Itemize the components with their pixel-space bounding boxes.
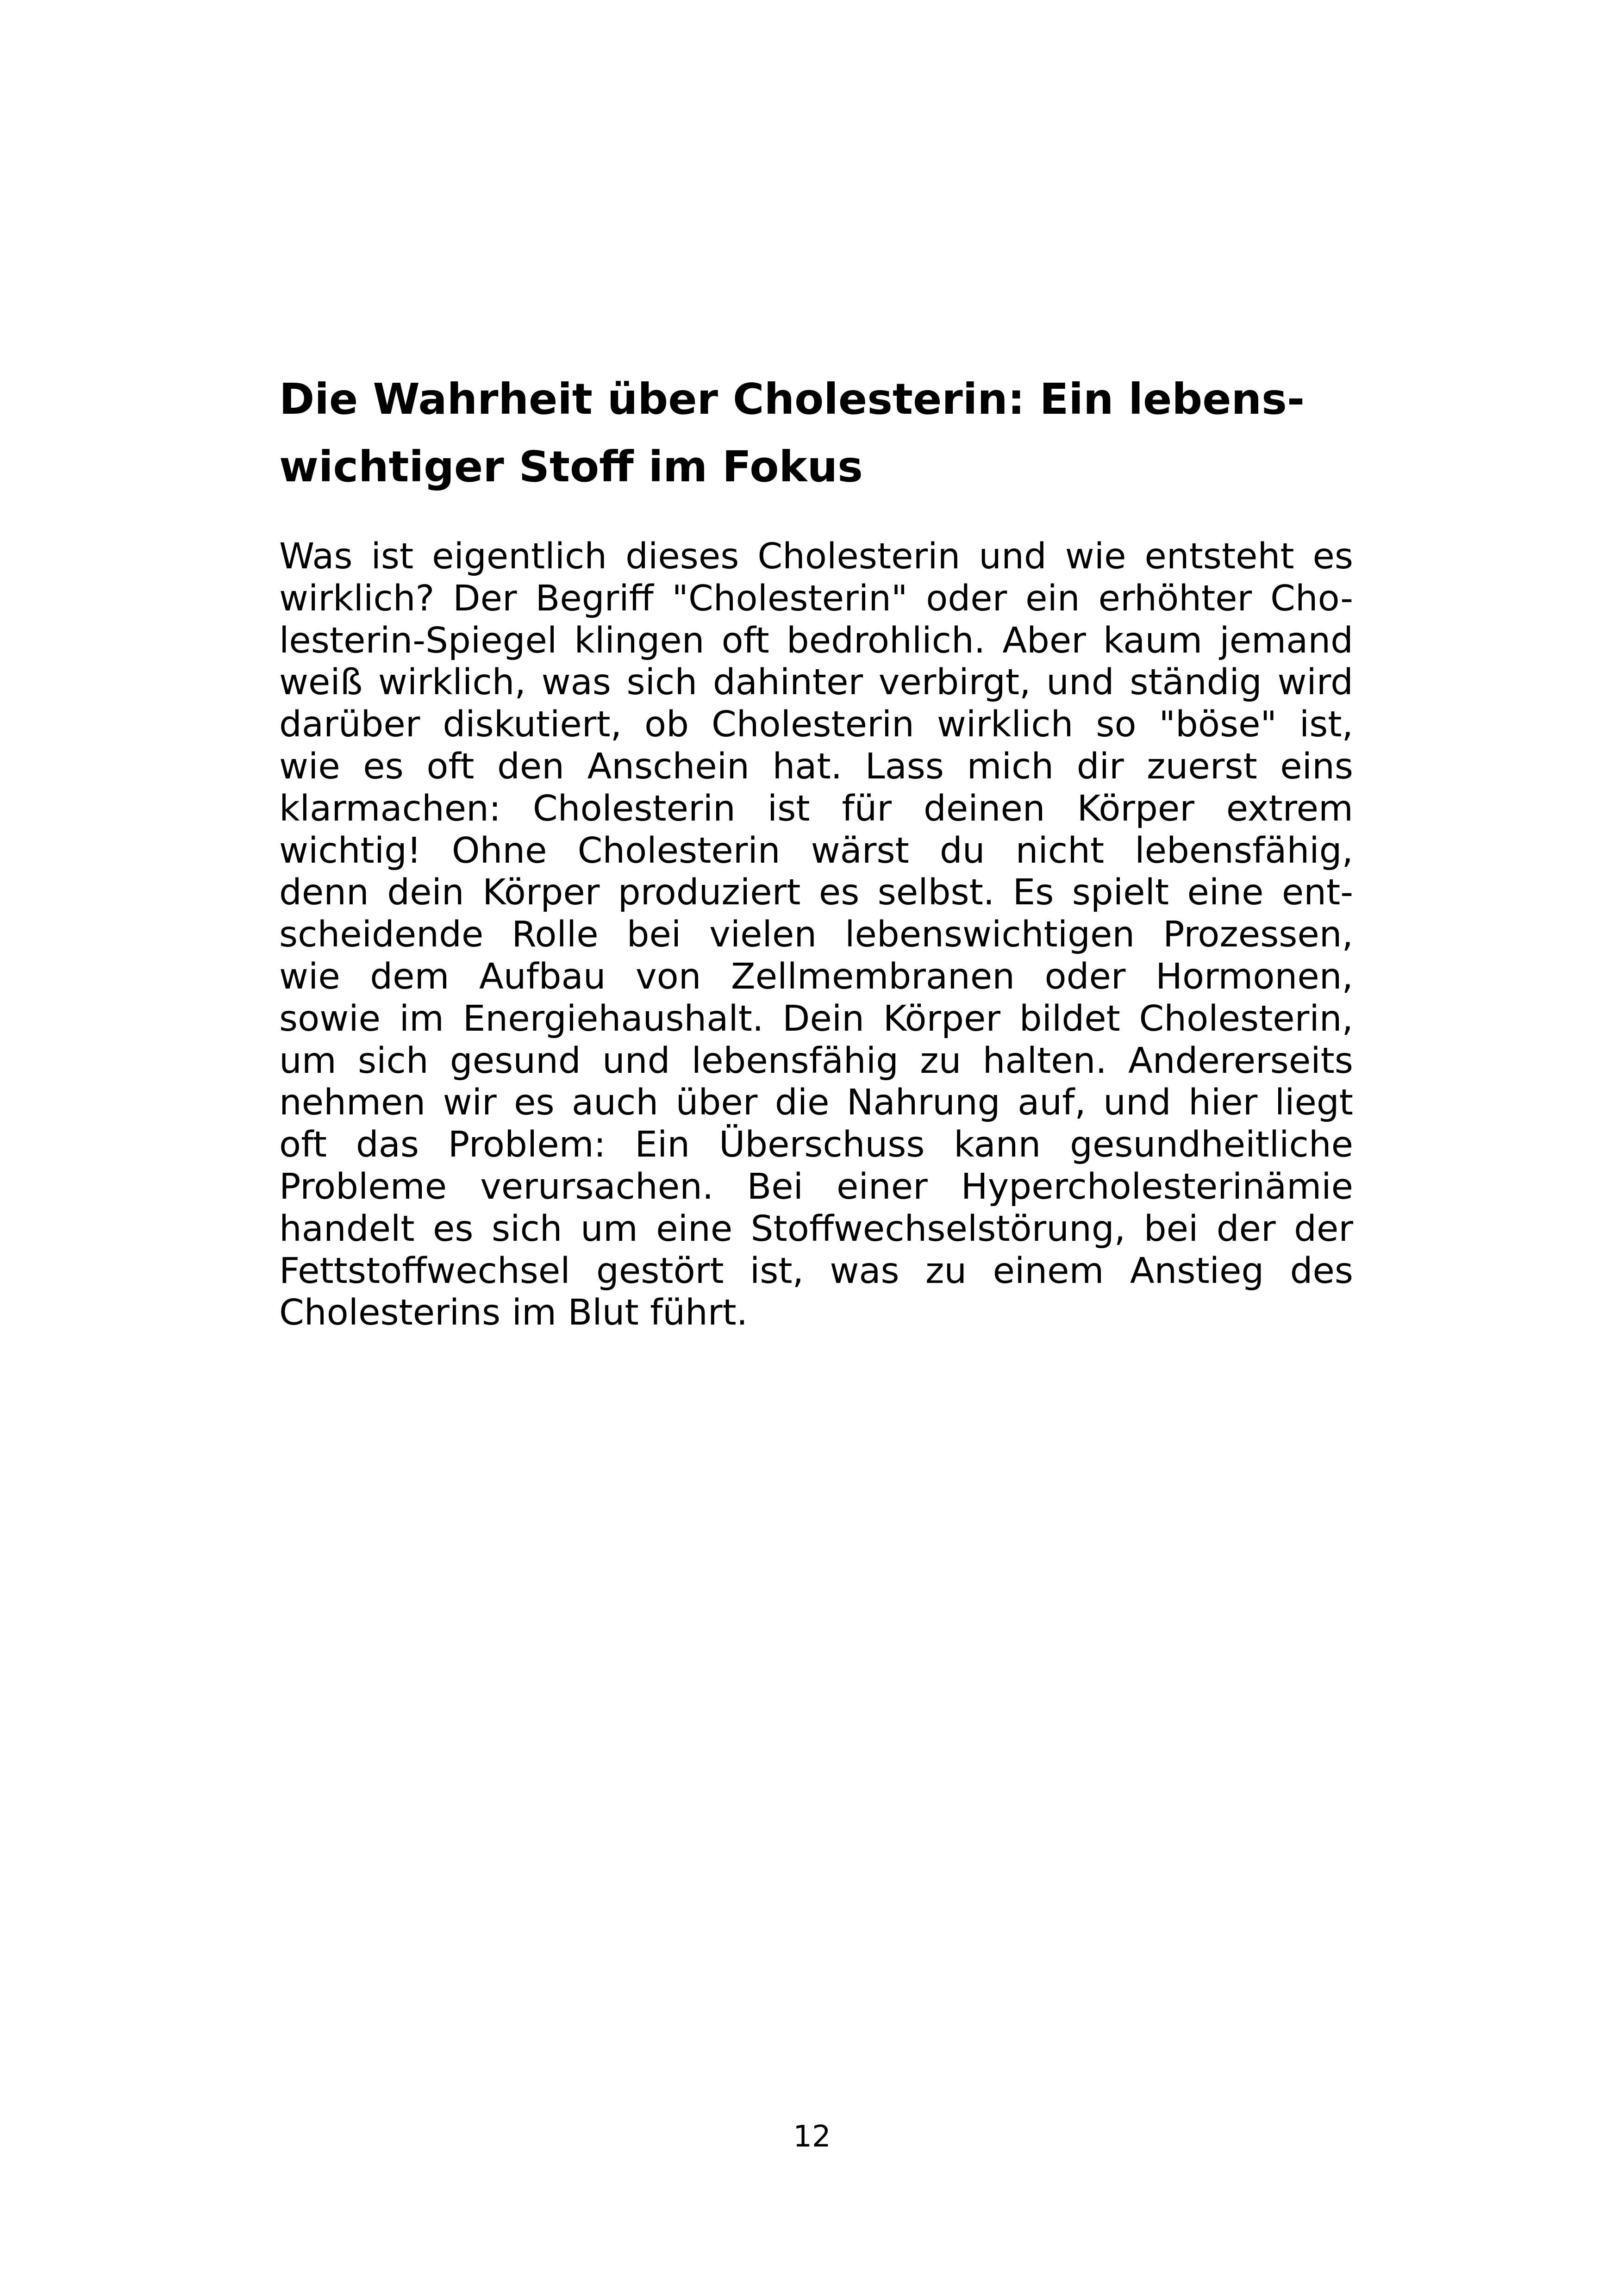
title-line: wichtiger Stoff im Fokus bbox=[279, 442, 863, 492]
paragraph-line: wie dem Aufbau von Zellmembranen oder Hormonen, bbox=[279, 956, 1353, 997]
paragraph-line: wie es oft den Anschein hat. Lass mich dir zuerst eins bbox=[279, 746, 1353, 787]
paragraph-line: scheidende Rolle bei vielen lebenswichtigen Prozessen, bbox=[279, 914, 1353, 956]
paragraph-line: weiß wirklich, was sich dahinter verbirgt, und ständig wird bbox=[279, 662, 1353, 703]
paragraph-line: nehmen wir es auch über die Nahrung auf, und hier liegt bbox=[279, 1082, 1353, 1124]
paragraph-line: Probleme verursachen. Bei einer Hypercholesterinämie bbox=[279, 1166, 1353, 1207]
paragraph-line: darüber diskutiert, ob Cholesterin wirklich so "böse" ist, bbox=[279, 704, 1353, 746]
paragraph-line: sowie im Energiehaushalt. Dein Körper bildet Cholesterin, bbox=[279, 998, 1353, 1039]
paragraph-line: wirklich? Der Begriff "Cholesterin" oder ein erhöhter Cho- bbox=[279, 578, 1353, 619]
body-paragraph bbox=[279, 536, 1353, 1334]
paragraph-line: um sich gesund und lebensfähig zu halten. Andererseits bbox=[279, 1040, 1353, 1082]
paragraph-line: Cholesterins im Blut führt. bbox=[279, 1292, 748, 1334]
paragraph-line: denn dein Körper produziert es selbst. Es spielt eine ent- bbox=[279, 872, 1353, 914]
page-number: 12 bbox=[793, 2120, 831, 2154]
paragraph-line: handelt es sich um eine Stoffwechselstörung, bei der der bbox=[279, 1208, 1353, 1250]
paragraph-line: Fettstoffwechsel gestört ist, was zu einem Anstieg des bbox=[279, 1250, 1353, 1292]
page-title bbox=[279, 366, 1353, 501]
paragraph-line: klarmachen: Cholesterin ist für deinen Körper extrem bbox=[279, 788, 1353, 829]
paragraph-line: wichtig! Ohne Cholesterin wärst du nicht lebensfähig, bbox=[279, 830, 1353, 871]
paragraph-line: oft das Problem: Ein Überschuss kann gesundheitliche bbox=[279, 1124, 1353, 1166]
paragraph-line: lesterin-Spiegel klingen oft bedrohlich. Aber kaum jemand bbox=[279, 620, 1353, 661]
title-line: Die Wahrheit über Cholesterin: Ein lebens- bbox=[279, 374, 1305, 424]
paragraph-line: Was ist eigentlich dieses Cholesterin und wie entsteht es bbox=[279, 536, 1353, 577]
